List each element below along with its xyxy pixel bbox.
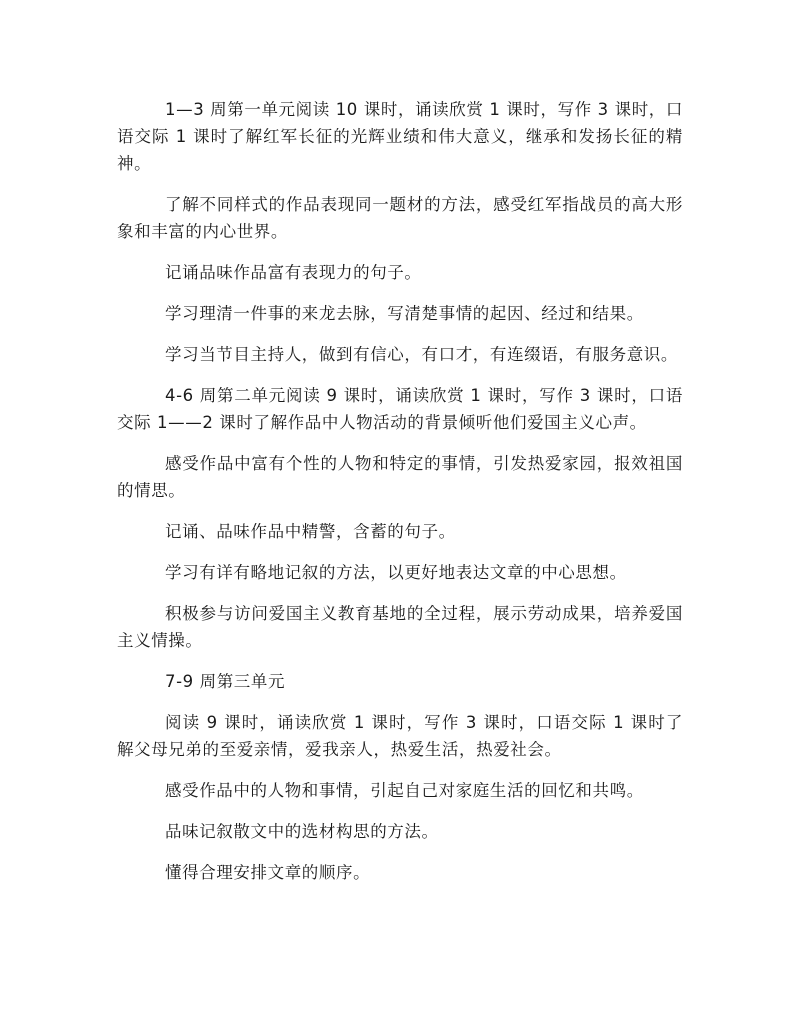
paragraph-unit2-intro: 4-6 周第二单元阅读 9 课时，诵读欣赏 1 课时，写作 3 课时，口语交际 1——2 课时了解作品中人物活动的背景倾听他们爱国主义心声。: [117, 386, 683, 432]
paragraph-unit2-goal-4: 积极参与访问爱国主义教育基地的全过程，展示劳动成果，培养爱国主义情操。: [117, 604, 683, 650]
document-page: [117, 96, 683, 900]
paragraph-unit3-goal-1: 感受作品中的人物和事情，引起自己对家庭生活的回忆和共鸣。: [165, 781, 644, 800]
paragraph-unit3-heading: 7-9 周第三单元: [165, 672, 286, 691]
paragraph-unit1-goal-4: 学习当节目主持人，做到有信心，有口才，有连缀语，有服务意识。: [165, 345, 678, 364]
paragraph-unit1-goal-1: 了解不同样式的作品表现同一题材的方法，感受红军指战员的高大形象和丰富的内心世界。: [117, 195, 683, 241]
paragraph-unit2-goal-3: 学习有详有略地记叙的方法，以更好地表达文章的中心思想。: [165, 563, 627, 582]
paragraph-unit3-intro: 阅读 9 课时，诵读欣赏 1 课时，写作 3 课时，口语交际 1 课时了解父母兄弟的至爱亲情，爱我亲人，热爱生活，热爱社会。: [117, 713, 683, 759]
paragraph-unit3-goal-3: 懂得合理安排文章的顺序。: [165, 863, 371, 882]
paragraph-unit1-goal-2: 记诵品味作品富有表现力的句子。: [165, 263, 422, 282]
paragraph-unit2-goal-2: 记诵、品味作品中精警，含蓄的句子。: [165, 522, 456, 541]
paragraph-unit1-intro: 1—3 周第一单元阅读 10 课时，诵读欣赏 1 课时，写作 3 课时，口语交际 1 课时了解红军长征的光辉业绩和伟大意义，继承和发扬长征的精神。: [117, 100, 683, 173]
paragraph-unit2-goal-1: 感受作品中富有个性的人物和特定的事情，引发热爱家园，报效祖国的情思。: [117, 454, 683, 500]
paragraph-unit1-goal-3: 学习理清一件事的来龙去脉，写清楚事情的起因、经过和结果。: [165, 304, 644, 323]
paragraph-unit3-goal-2: 品味记叙散文中的选材构思的方法。: [165, 822, 439, 841]
